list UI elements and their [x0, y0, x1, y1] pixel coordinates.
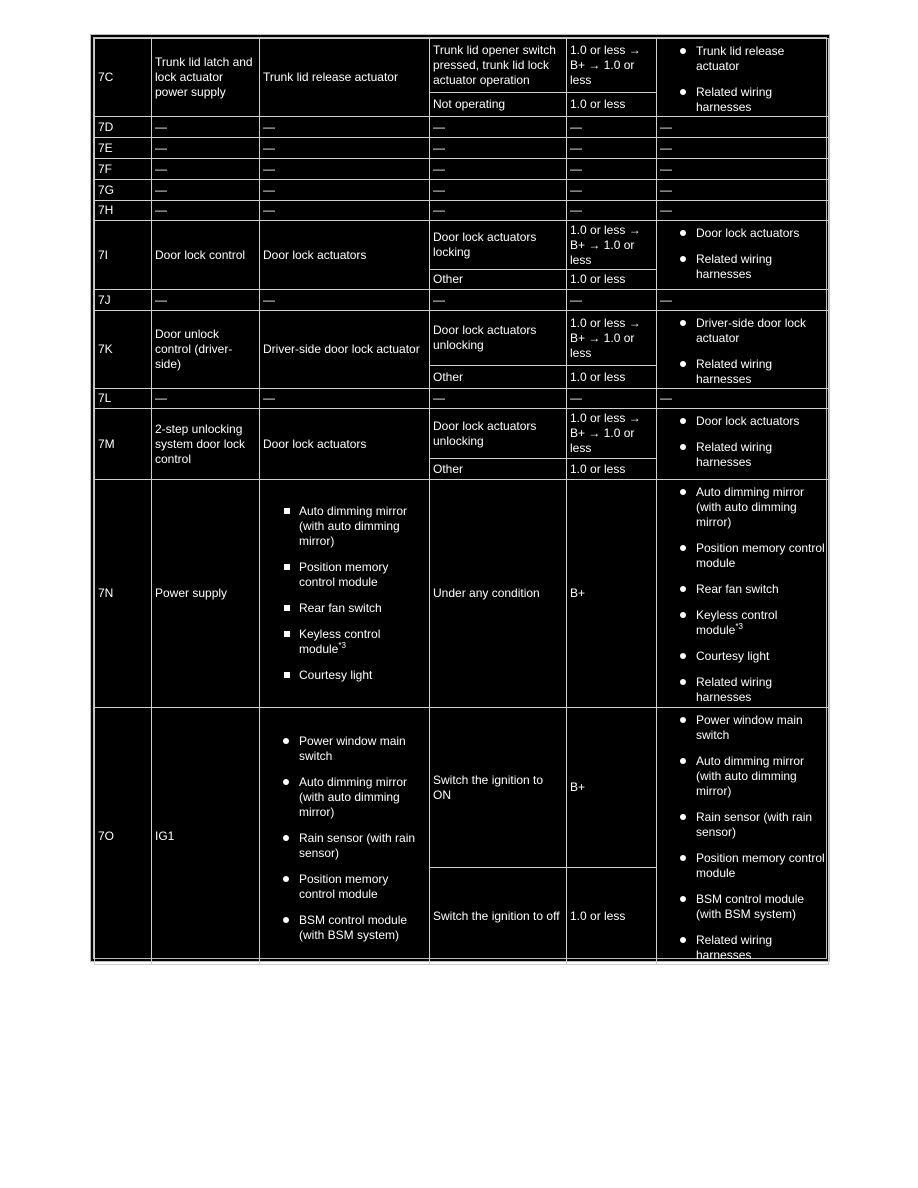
connected-to-cell: Door unlock control (driver-side): [152, 311, 260, 389]
footnote-ref: *3: [338, 641, 346, 650]
condition-cell: Other: [430, 459, 567, 480]
voltage-cell: 1.0 or less → B+ → 1.0 or less: [567, 311, 657, 366]
dash-cell: —: [152, 290, 260, 311]
voltage-cell: 1.0 or less → B+ → 1.0 or less: [567, 39, 657, 93]
dash-cell: —: [260, 389, 430, 409]
list-item: Auto dimming mirror (with auto dimming mirror): [263, 504, 426, 549]
list-item: Rear fan switch: [660, 582, 825, 597]
footnote-ref: *3: [735, 622, 743, 631]
connector-table-inner: [93, 37, 827, 962]
terminal-cell: 7L: [95, 389, 152, 409]
voltage-cell: 1.0 or less: [567, 93, 657, 117]
measurement-item-cell: Door lock actuators: [260, 221, 430, 290]
list-item: Driver-side door lock actuator: [660, 316, 825, 346]
connected-to-cell: IG1: [152, 708, 260, 965]
voltage-cell: B+: [567, 708, 657, 868]
dash-cell: —: [430, 389, 567, 409]
list-item: Auto dimming mirror (with auto dimming mirror): [660, 754, 825, 799]
list-item-text: Keyless control module: [299, 627, 381, 656]
terminal-cell: 7I: [95, 221, 152, 290]
list-item: [660, 608, 825, 638]
voltage-cell: 1.0 or less: [567, 868, 657, 965]
dash-cell: —: [567, 201, 657, 221]
dash-cell: —: [152, 159, 260, 180]
dash-cell: —: [657, 117, 829, 138]
dash-cell: —: [567, 290, 657, 311]
dash-cell: —: [657, 138, 829, 159]
dash-cell: —: [430, 117, 567, 138]
dash-cell: —: [430, 201, 567, 221]
inspection-item-cell: [657, 221, 829, 290]
terminal-cell: 7N: [95, 480, 152, 708]
table-row: [95, 159, 829, 180]
dash-cell: —: [567, 138, 657, 159]
voltage-cell: 1.0 or less: [567, 270, 657, 290]
list-item: Door lock actuators: [660, 414, 825, 429]
terminal-cell: 7K: [95, 311, 152, 389]
dash-cell: —: [567, 180, 657, 201]
dash-cell: —: [260, 180, 430, 201]
terminal-voltage-table: [94, 38, 829, 965]
table-row: [95, 180, 829, 201]
terminal-cell: 7E: [95, 138, 152, 159]
table-row: [95, 39, 829, 93]
terminal-cell: 7G: [95, 180, 152, 201]
list-item: Related wiring harnesses: [660, 440, 825, 470]
condition-cell: Under any condition: [430, 480, 567, 708]
list-item: Rain sensor (with rain sensor): [660, 810, 825, 840]
dash-cell: —: [567, 389, 657, 409]
table-row: [95, 201, 829, 221]
table-row: [95, 138, 829, 159]
list-item: [263, 627, 426, 657]
condition-cell: Switch the ignition to ON: [430, 708, 567, 868]
dash-cell: —: [430, 159, 567, 180]
list-item: Power window main switch: [660, 713, 825, 743]
list-item: Related wiring harnesses: [660, 85, 825, 115]
condition-cell: Door lock actuators unlocking: [430, 311, 567, 366]
list-item: Rain sensor (with rain sensor): [263, 831, 426, 861]
dash-cell: —: [152, 201, 260, 221]
dash-cell: —: [152, 180, 260, 201]
terminal-cell: 7O: [95, 708, 152, 965]
voltage-cell: 1.0 or less → B+ → 1.0 or less: [567, 221, 657, 270]
list-item: Position memory control module: [660, 541, 825, 571]
dash-cell: —: [657, 159, 829, 180]
voltage-cell: B+: [567, 480, 657, 708]
list-item: Position memory control module: [660, 851, 825, 881]
connected-to-cell: 2-step unlocking system door lock control: [152, 409, 260, 480]
inspection-item-cell: [657, 311, 829, 389]
terminal-cell: 7F: [95, 159, 152, 180]
voltage-cell: 1.0 or less → B+ → 1.0 or less: [567, 409, 657, 459]
table-row: [95, 221, 829, 270]
table-row: [95, 117, 829, 138]
measurement-item-cell: [260, 708, 430, 965]
condition-cell: Other: [430, 270, 567, 290]
terminal-cell: 7M: [95, 409, 152, 480]
dash-cell: —: [567, 159, 657, 180]
table-row: [95, 290, 829, 311]
condition-cell: Door lock actuators locking: [430, 221, 567, 270]
condition-cell: Trunk lid opener switch pressed, trunk lid lock actuator operation: [430, 39, 567, 93]
list-item: Related wiring harnesses: [660, 675, 825, 705]
condition-cell: Not operating: [430, 93, 567, 117]
connected-to-cell: Power supply: [152, 480, 260, 708]
dash-cell: —: [260, 117, 430, 138]
voltage-cell: 1.0 or less: [567, 366, 657, 389]
dash-cell: —: [260, 290, 430, 311]
connector-table-frame: [90, 34, 830, 962]
dash-cell: —: [152, 117, 260, 138]
dash-cell: —: [657, 201, 829, 221]
list-item: Courtesy light: [660, 649, 825, 664]
connected-to-cell: Door lock control: [152, 221, 260, 290]
table-row: [95, 409, 829, 459]
inspection-item-cell: [657, 39, 829, 117]
dash-cell: —: [260, 201, 430, 221]
table-row: [95, 311, 829, 366]
dash-cell: —: [430, 290, 567, 311]
list-item: Related wiring harnesses: [660, 933, 825, 963]
dash-cell: —: [657, 290, 829, 311]
list-item: Auto dimming mirror (with auto dimming mirror): [263, 775, 426, 820]
dash-cell: —: [260, 159, 430, 180]
dash-cell: —: [430, 180, 567, 201]
list-item: Rear fan switch: [263, 601, 426, 616]
list-item: BSM control module (with BSM system): [263, 913, 426, 943]
list-item: Related wiring harnesses: [660, 357, 825, 387]
list-item: Auto dimming mirror (with auto dimming mirror): [660, 485, 825, 530]
terminal-cell: 7J: [95, 290, 152, 311]
dash-cell: —: [657, 389, 829, 409]
voltage-cell: 1.0 or less: [567, 459, 657, 480]
condition-cell: Switch the ignition to off: [430, 868, 567, 965]
inspection-item-cell: [657, 708, 829, 965]
list-item: Related wiring harnesses: [660, 252, 825, 282]
table-row: [95, 708, 829, 868]
dash-cell: —: [567, 117, 657, 138]
connected-to-cell: Trunk lid latch and lock actuator power supply: [152, 39, 260, 117]
measurement-item-cell: Driver-side door lock actuator: [260, 311, 430, 389]
dash-cell: —: [152, 138, 260, 159]
terminal-cell: 7D: [95, 117, 152, 138]
list-item-text: Keyless control module: [696, 608, 778, 637]
list-item: BSM control module (with BSM system): [660, 892, 825, 922]
list-item: Trunk lid release actuator: [660, 44, 825, 74]
table-row: [95, 480, 829, 708]
condition-cell: Other: [430, 366, 567, 389]
list-item: Door lock actuators: [660, 226, 825, 241]
inspection-item-cell: [657, 480, 829, 708]
table-row: [95, 389, 829, 409]
dash-cell: —: [657, 180, 829, 201]
list-item: Courtesy light: [263, 668, 426, 683]
condition-cell: Door lock actuators unlocking: [430, 409, 567, 459]
measurement-item-cell: Door lock actuators: [260, 409, 430, 480]
terminal-cell: 7H: [95, 201, 152, 221]
list-item: Position memory control module: [263, 872, 426, 902]
measurement-item-cell: [260, 480, 430, 708]
dash-cell: —: [430, 138, 567, 159]
list-item: Position memory control module: [263, 560, 426, 590]
dash-cell: —: [260, 138, 430, 159]
inspection-item-cell: [657, 409, 829, 480]
terminal-cell: 7C: [95, 39, 152, 117]
measurement-item-cell: Trunk lid release actuator: [260, 39, 430, 117]
list-item: Power window main switch: [263, 734, 426, 764]
dash-cell: —: [152, 389, 260, 409]
